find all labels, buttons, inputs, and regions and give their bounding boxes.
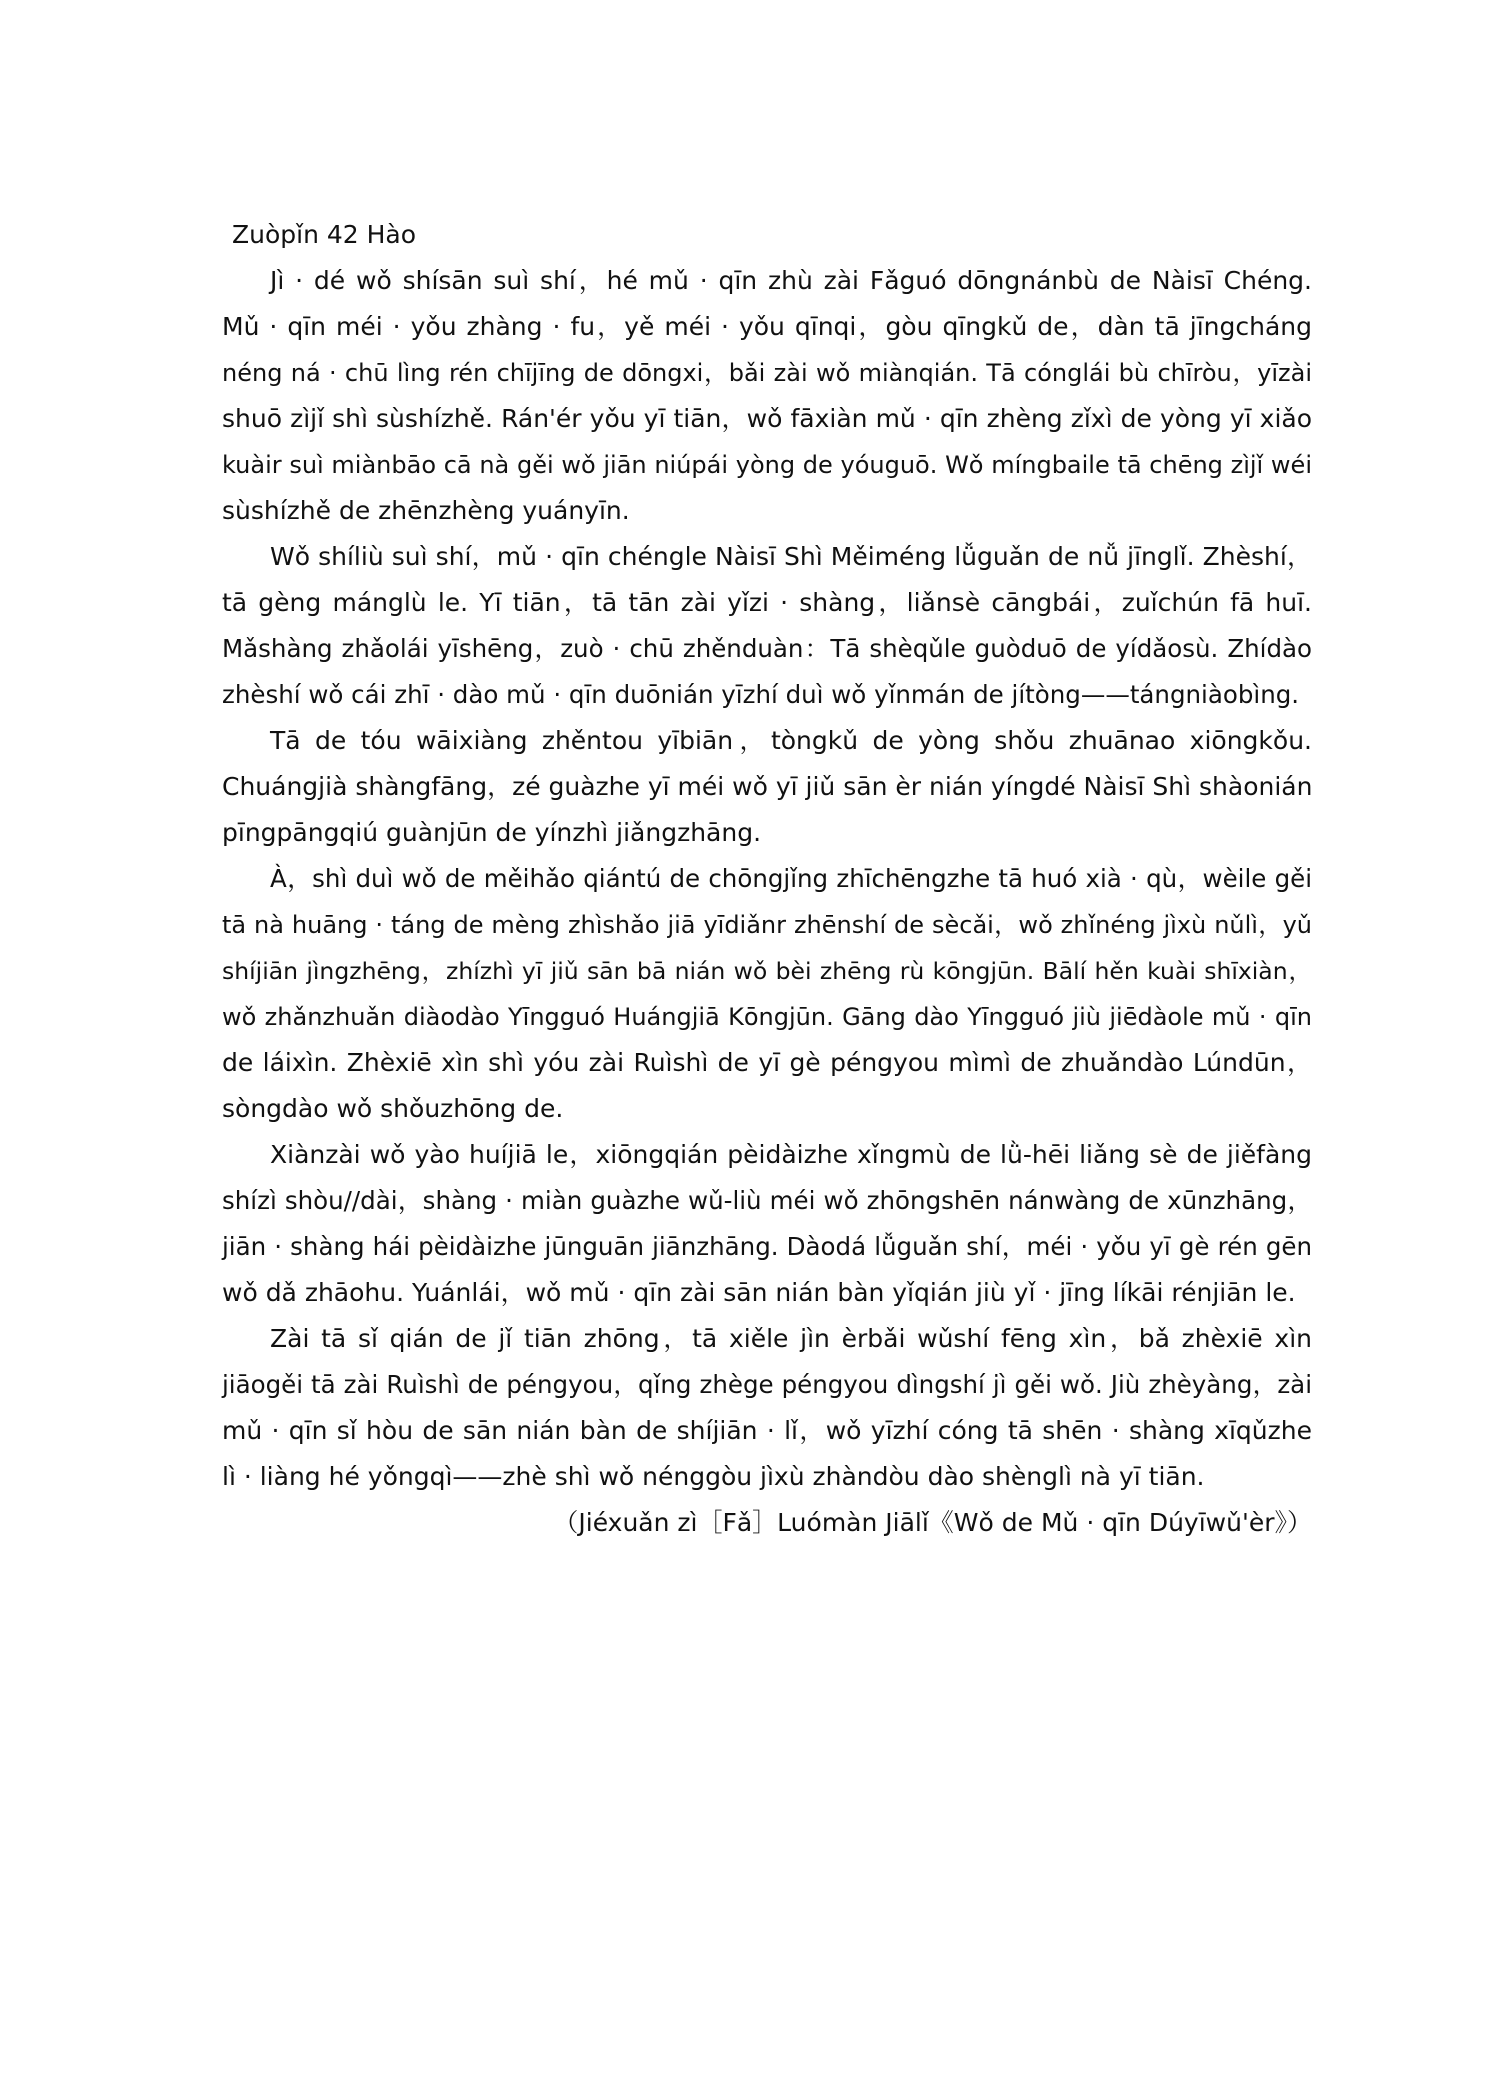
text-line: kuàir suì miànbāo cā nà gěi wǒ jiān niúpái yòng de yóuguō. Wǒ míngbaile tā chēng zìjǐ wéi <box>222 451 1312 479</box>
text-line: Mǔ · qīn méi · yǒu zhàng · fu，yě méi · yǒu qīnqi，gòu qīngkǔ de，dàn tā jīngcháng <box>222 312 1312 341</box>
text-line: Tā de tóu wāixiàng zhěntou yībiān，tòngkǔ de yòng shǒu zhuānao xiōngkǒu. <box>270 726 1312 755</box>
source-citation: （Jiéxuǎn zì［Fǎ］Luómàn Jiālǐ《Wǒ de Mǔ · qīn Dúyīwǔ'èr》） <box>553 1508 1312 1537</box>
paragraph-6 <box>222 1316 1312 1500</box>
text-line: Chuángjià shàngfāng，zé guàzhe yī méi wǒ yī jiǔ sān èr nián yíngdé Nàisī Shì shàonián <box>222 772 1313 801</box>
page-title: Zuòpǐn 42 Hào <box>232 220 417 249</box>
paragraph-1 <box>222 258 1312 534</box>
text-line: shíjiān jìngzhēng，zhízhì yī jiǔ sān bā nián wǒ bèi zhēng rù kōngjūn. Bālí hěn kuài shīxiàn， <box>222 957 1312 985</box>
paragraph-4 <box>222 856 1312 1132</box>
text-line: shuō zìjǐ shì sùshízhě. Rán'ér yǒu yī tiān，wǒ fāxiàn mǔ · qīn zhèng zǐxì de yòng yī xiǎo <box>222 404 1312 433</box>
text-line: zhèshí wǒ cái zhī · dào mǔ · qīn duōnián yīzhí duì wǒ yǐnmán de jítòng——tángniàobìng. <box>222 680 1300 709</box>
text-line: Wǒ shíliù suì shí，mǔ · qīn chéngle Nàisī Shì Měiméng lǚguǎn de nǚ jīnglǐ. Zhèshí， <box>270 542 1312 571</box>
text-line: Xiànzài wǒ yào huíjiā le，xiōngqián pèidàizhe xǐngmù de lǜ-hēi liǎng sè de jiěfàng <box>270 1140 1312 1169</box>
text-line: Mǎshàng zhǎolái yīshēng，zuò · chū zhěnduàn：Tā shèqǔle guòduō de yídǎosù. Zhídào <box>222 634 1312 663</box>
text-line: mǔ · qīn sǐ hòu de sān nián bàn de shíjiān · lǐ，wǒ yīzhí cóng tā shēn · shàng xīqǔzhe <box>222 1416 1312 1445</box>
text-line: néng ná · chū lìng rén chījīng de dōngxi，bǎi zài wǒ miànqián. Tā cónglái bù chīròu，yīzài <box>222 359 1312 387</box>
text-line: sùshízhě de zhēnzhèng yuányīn. <box>222 496 630 525</box>
document-body <box>222 212 1312 1546</box>
text-line: jiāogěi tā zài Ruìshì de péngyou，qǐng zhège péngyou dìngshí jì gěi wǒ. Jiù zhèyàng，zài <box>222 1370 1312 1399</box>
paragraph-2 <box>222 534 1312 718</box>
text-line: tā gèng mánglù le. Yī tiān，tā tān zài yǐzi · shàng，liǎnsè cāngbái，zuǐchún fā huī. <box>222 588 1312 617</box>
text-line: sòngdào wǒ shǒuzhōng de. <box>222 1094 564 1123</box>
paragraph-5 <box>222 1132 1312 1316</box>
text-line: shízì shòu//dài，shàng · miàn guàzhe wǔ-liù méi wǒ zhōngshēn nánwàng de xūnzhāng， <box>222 1186 1312 1215</box>
text-line: wǒ zhǎnzhuǎn diàodào Yīngguó Huángjiā Kōngjūn. Gāng dào Yīngguó jiù jiēdàole mǔ · qīn <box>222 1003 1312 1031</box>
text-line: lì · liàng hé yǒngqì——zhè shì wǒ nénggòu jìxù zhàndòu dào shènglì nà yī tiān. <box>222 1462 1205 1491</box>
text-line: Zài tā sǐ qián de jǐ tiān zhōng，tā xiěle jìn èrbǎi wǔshí fēng xìn，bǎ zhèxiē xìn <box>270 1324 1312 1353</box>
text-line: À，shì duì wǒ de měihǎo qiántú de chōngjǐng zhīchēngzhe tā huó xià · qù，wèile gěi <box>270 864 1312 893</box>
text-line: Jì · dé wǒ shísān suì shí，hé mǔ · qīn zhù zài Fǎguó dōngnánbù de Nàisī Chéng. <box>270 266 1312 295</box>
text-line: pīngpāngqiú guànjūn de yínzhì jiǎngzhāng. <box>222 818 762 847</box>
paragraph-3 <box>222 718 1312 856</box>
text-line: wǒ dǎ zhāohu. Yuánlái，wǒ mǔ · qīn zài sān nián bàn yǐqián jiù yǐ · jīng líkāi rénjiān le. <box>222 1278 1296 1307</box>
text-line: tā nà huāng · táng de mèng zhìshǎo jiā yīdiǎnr zhēnshí de sècǎi，wǒ zhǐnéng jìxù nǔlì，yǔ <box>222 911 1312 939</box>
text-line: de láixìn. Zhèxiē xìn shì yóu zài Ruìshì de yī gè péngyou mìmì de zhuǎndào Lúndūn， <box>222 1048 1312 1077</box>
text-line: jiān · shàng hái pèidàizhe jūnguān jiānzhāng. Dàodá lǚguǎn shí，méi · yǒu yī gè rén gēn <box>222 1232 1312 1261</box>
